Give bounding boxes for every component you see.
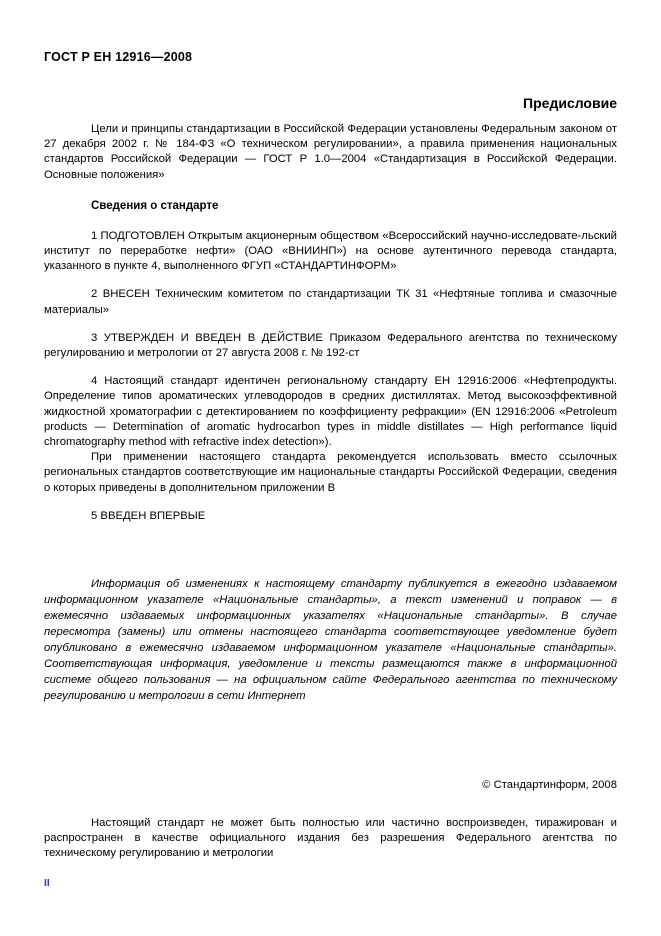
section-item-1: 1 ПОДГОТОВЛЕН Открытым акционерным обществом «Всероссийский научно-исследовате-льский институт по переработке нефти» (ОАО «ВНИИНП») на основе аутентичного перевода стандарта, указанного в пункте 4, выполненного ФГУП «СТАНДАРТИНФОРМ»	[44, 229, 617, 273]
intro-paragraph: Цели и принципы стандартизации в Российской Федерации установлены Федеральным законом от 27 декабря 2002 г. № 184-ФЗ «О техническом регулировании», а правила применения национальных стандартов Российской Федерации — ГОСТ Р 1.0—2004 «Стандартизация в Российской Федерации. Основные положения»	[44, 123, 617, 181]
section-item-5: 5 ВВЕДЕН ВПЕРВЫЕ	[91, 509, 206, 522]
section-item-4: 4 Настоящий стандарт идентичен региональному стандарту ЕН 12916:2006 «Нефтепродукты. Определение типов ароматических углеводородов в средних дистиллятах. Метод высокоэффективной жидкостной хроматографии с детектированием по коэффициенту рефракции» (EN 12916:2006 «Petroleum products — Determination of aromatic hydrocarbon types in middle distillates — High performance liquid chromatography method with refractive index detection»).	[44, 375, 617, 449]
change-information-notice	[44, 576, 617, 704]
section-item-3: 3 УТВЕРЖДЕН И ВВЕДЕН В ДЕЙСТВИЕ Приказом Федерального агентства по техническому регулированию и метрологии от 27 августа 2008 г. № 192-ст	[44, 331, 617, 360]
reproduction-note	[44, 816, 617, 862]
page-title: Предисловие	[523, 95, 617, 111]
standard-code-header: ГОСТ Р ЕН 12916—2008	[44, 50, 193, 64]
section-item-4-note: При применении настоящего стандарта рекомендуется использовать вместо ссылочных региональных стандартов соответствующие им национальные стандарты Российской Федерации, сведения о которых приведены в дополнительном приложении В	[44, 451, 617, 494]
copyright-line: © Стандартинформ, 2008	[482, 779, 617, 791]
document-body	[44, 122, 617, 704]
page-number: II	[44, 877, 50, 889]
notice-text: Информация об изменениях к настоящему стандарту публикуется в ежегодно издаваемом информационном указателе «Национальные стандарты», а текст изменений и поправок — в ежемесячно издаваемых информационных указателях «Национальные стандарты». В случае пересмотра (замены) или отмены настоящего стандарта соответствующее уведомление будет опубликовано в ежемесячно издаваемом информационном указателе «Национальные стандарты». Соответствующая информация, уведомление и тексты размещаются также в информационной системе общего пользования — на официальном сайте Федерального агентства по техническому регулированию и метрологии в сети Интернет	[44, 578, 617, 703]
section-item-2: 2 ВНЕСЕН Техническим комитетом по стандартизации ТК 31 «Нефтяные топлива и смазочные материалы»	[44, 288, 617, 316]
section-heading-standard-info: Сведения о стандарте	[91, 199, 219, 212]
reproduction-note-text: Настоящий стандарт не может быть полностью или частично воспроизведен, тиражирован и распространен в качестве официального издания без разрешения Федерального агентства по техническому регулированию и метрологии	[44, 817, 617, 860]
